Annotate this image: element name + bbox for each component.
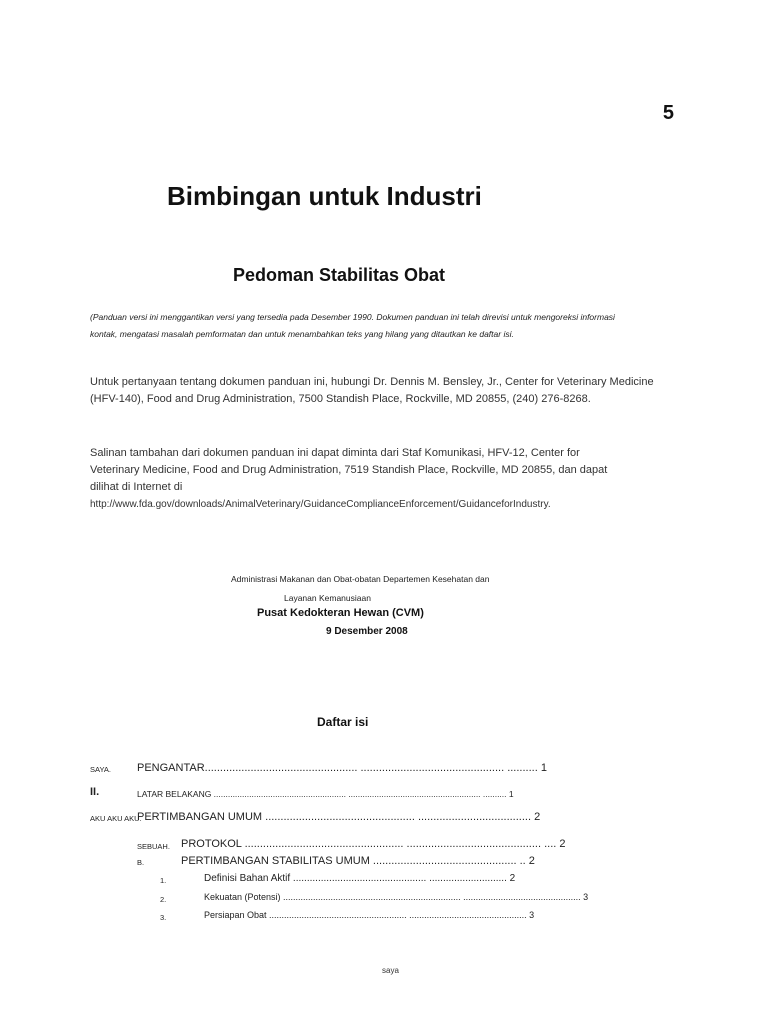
toc-item-strength[interactable]: Kekuatan (Potensi) ....................................................................... ............................................... 3 (204, 892, 589, 902)
toc-item-number: AKU AKU AKU. (90, 814, 142, 823)
revision-note-line: kontak, mengatasi masalah pemformatan dan untuk menambahkan teks yang hilang yang ditautkan ke daftar isi. (90, 329, 514, 339)
agency-line: Administrasi Makanan dan Obat-obatan Departemen Kesehatan dan (231, 574, 490, 584)
copies-paragraph (90, 445, 690, 513)
toc-item-general-considerations[interactable]: PERTIMBANGAN UMUM ................................................. ..................................... 2 (137, 811, 541, 823)
revision-note (90, 309, 690, 343)
copies-line: Veterinary Medicine, Food and Drug Administration, 7519 Standish Place, Rockville, MD 20855, dan dapat (90, 464, 608, 476)
agency-line: Layanan Kemanusiaan (284, 593, 371, 603)
revision-note-line: (Panduan versi ini menggantikan versi yang tersedia pada Desember 1990. Dokumen panduan ini telah direvisi untuk mengoreksi informasi (90, 312, 615, 322)
page-footer: saya (382, 966, 399, 975)
toc-item-number: SAYA. (90, 765, 111, 774)
document-title: Bimbingan untuk Industri (167, 181, 482, 211)
toc-item-general-stability[interactable]: PERTIMBANGAN STABILITAS UMUM ............................................... .. 2 (181, 855, 535, 867)
toc-item-number: 1. (160, 876, 167, 885)
toc-item-active-ingredient[interactable]: Definisi Bahan Aktif ................................................ ............................ 2 (204, 873, 516, 884)
page-number: 5 (662, 102, 674, 124)
toc-item-number: 3. (160, 913, 167, 922)
contact-line: (HFV-140), Food and Drug Administration, 7500 Standish Place, Rockville, MD 20855, (240) 276-8268. (90, 393, 591, 405)
toc-heading: Daftar isi (317, 715, 369, 729)
contact-line: Untuk pertanyaan tentang dokumen panduan ini, hubungi Dr. Dennis M. Bensley, Jr., Center for Veterinary Medicine (90, 376, 654, 388)
document-date: 9 Desember 2008 (326, 626, 408, 637)
copies-line: Salinan tambahan dari dokumen panduan ini dapat diminta dari Staf Komunikasi, HFV-12, Center for (90, 447, 580, 459)
toc-item-number: SEBUAH. (137, 842, 170, 851)
internet-link[interactable]: http://www.fda.gov/downloads/AnimalVeterinary/GuidanceComplianceEnforcement/GuidanceforIndustry. (90, 499, 551, 510)
toc-item-number: B. (137, 858, 145, 867)
center-name: Pusat Kedokteran Hewan (CVM) (257, 607, 424, 619)
toc-item-drug-preparation[interactable]: Persiapan Obat ....................................................... ............................................... 3 (204, 910, 535, 920)
contact-paragraph (90, 374, 690, 408)
copies-line: dilihat di Internet di (90, 481, 183, 493)
toc-item-background[interactable]: LATAR BELAKANG ........................................................ ........................................................ .......... 1 (137, 789, 514, 799)
toc-item-number: 2. (160, 895, 167, 904)
toc-item-introduction[interactable]: PENGANTAR.................................................. ............................................... .......... 1 (137, 762, 547, 774)
toc-item-number: II. (90, 786, 100, 798)
toc-item-protocol[interactable]: PROTOKOL .................................................... ............................................ .... 2 (181, 838, 566, 850)
document-subtitle: Pedoman Stabilitas Obat (233, 265, 446, 285)
